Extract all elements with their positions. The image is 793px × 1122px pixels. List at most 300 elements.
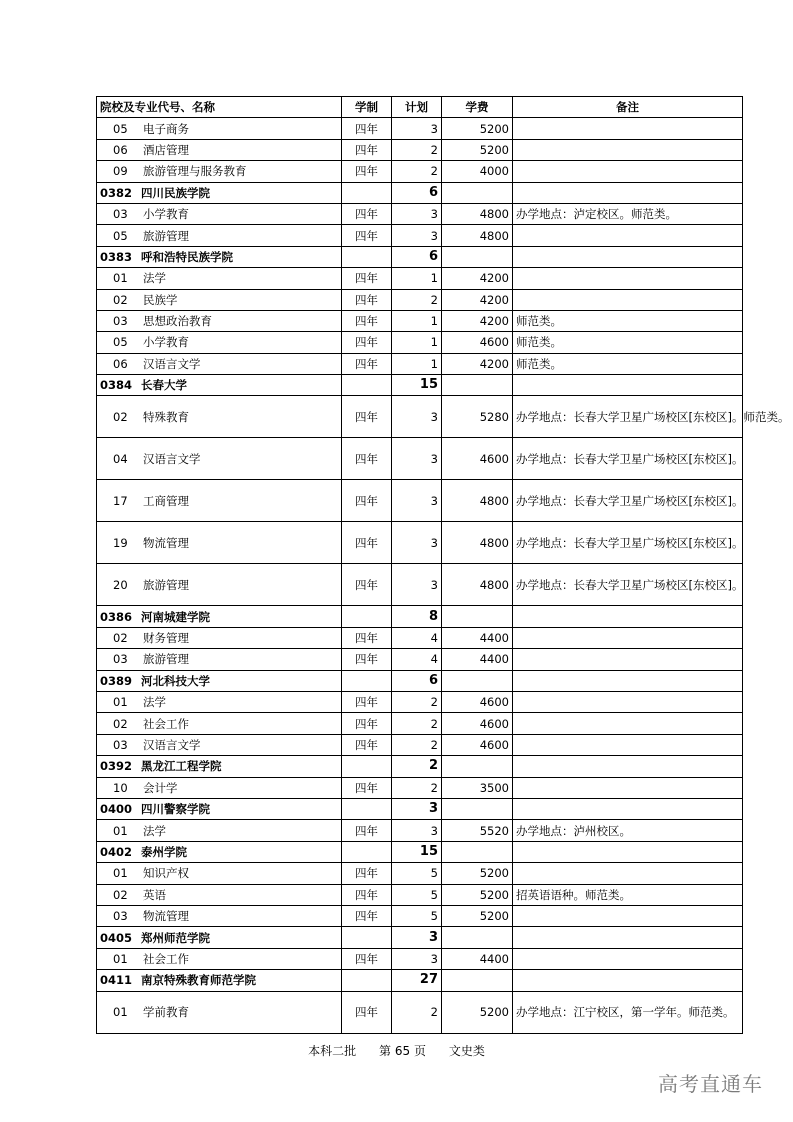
major-note: 办学地点：长春大学卫星广场校区[东校区]。师范类。: [513, 396, 743, 438]
school-code: 0392: [100, 759, 133, 774]
major-plan: 3: [392, 948, 442, 969]
empty-cell: [342, 182, 392, 203]
major-row: [97, 310, 743, 331]
major-cell: [97, 310, 342, 331]
major-duration: 四年: [342, 863, 392, 884]
major-note: 办学地点：泸州校区。: [513, 820, 743, 841]
major-cell: [97, 332, 342, 353]
major-note: [513, 713, 743, 734]
major-plan: 3: [392, 118, 442, 139]
major-fee: 4800: [442, 225, 513, 246]
empty-cell: [513, 927, 743, 948]
empty-cell: [442, 182, 513, 203]
major-row: [97, 203, 743, 224]
major-code: 03: [113, 652, 128, 667]
header-name: 院校及专业代号、名称: [97, 97, 342, 118]
major-cell: [97, 289, 342, 310]
school-row: [97, 798, 743, 819]
empty-cell: [513, 756, 743, 777]
major-cell: [97, 948, 342, 969]
major-duration: 四年: [342, 713, 392, 734]
page-footer: [0, 1042, 793, 1059]
major-cell: [97, 522, 342, 564]
major-duration: 四年: [342, 480, 392, 522]
major-fee: 4600: [442, 332, 513, 353]
school-cell: [97, 606, 342, 627]
major-note: 办学地点：泸定校区。师范类。: [513, 203, 743, 224]
school-plan: 6: [392, 670, 442, 691]
major-row: [97, 905, 743, 926]
major-duration: 四年: [342, 118, 392, 139]
school-row: [97, 670, 743, 691]
major-code: 02: [113, 409, 128, 424]
major-row: [97, 438, 743, 480]
empty-cell: [513, 375, 743, 396]
table-header-row: [97, 97, 743, 118]
major-note: [513, 139, 743, 160]
major-fee: 4600: [442, 734, 513, 755]
major-row: [97, 777, 743, 798]
header-fee: 学费: [442, 97, 513, 118]
major-code: 05: [113, 121, 128, 136]
major-plan: 2: [392, 713, 442, 734]
major-code: 04: [113, 451, 128, 466]
empty-cell: [442, 246, 513, 267]
school-plan: 6: [392, 246, 442, 267]
major-fee: 5200: [442, 139, 513, 160]
empty-cell: [513, 182, 743, 203]
school-code: 0400: [100, 802, 133, 817]
major-cell: [97, 884, 342, 905]
major-note: 办学地点：长春大学卫星广场校区[东校区]。: [513, 480, 743, 522]
major-code: 01: [113, 695, 128, 710]
major-row: [97, 884, 743, 905]
major-name: 会计学: [143, 780, 178, 795]
major-plan: 1: [392, 310, 442, 331]
major-code: 20: [113, 577, 128, 592]
major-fee: 4800: [442, 480, 513, 522]
major-code: 05: [113, 335, 128, 350]
school-plan: 8: [392, 606, 442, 627]
major-code: 01: [113, 271, 128, 286]
empty-cell: [513, 246, 743, 267]
empty-cell: [342, 756, 392, 777]
major-row: [97, 353, 743, 374]
major-cell: [97, 991, 342, 1033]
major-name: 法学: [143, 695, 166, 710]
major-row: [97, 289, 743, 310]
school-name: 黑龙江工程学院: [141, 759, 222, 774]
major-cell: [97, 777, 342, 798]
major-code: 06: [113, 142, 128, 157]
major-name: 知识产权: [143, 866, 189, 881]
watermark-brand: 高考直通车: [658, 1072, 763, 1096]
major-plan: 1: [392, 332, 442, 353]
empty-cell: [342, 927, 392, 948]
major-cell: [97, 268, 342, 289]
major-plan: 4: [392, 649, 442, 670]
empty-cell: [442, 841, 513, 862]
major-fee: 5200: [442, 991, 513, 1033]
major-cell: [97, 905, 342, 926]
major-name: 学前教育: [143, 1005, 189, 1019]
major-name: 物流管理: [143, 909, 189, 924]
empty-cell: [342, 246, 392, 267]
major-plan: 2: [392, 161, 442, 182]
major-code: 03: [113, 314, 128, 329]
major-duration: 四年: [342, 777, 392, 798]
major-row: [97, 225, 743, 246]
major-note: 办学地点：长春大学卫星广场校区[东校区]。: [513, 522, 743, 564]
school-plan: 15: [392, 375, 442, 396]
major-name: 法学: [143, 271, 166, 286]
major-fee: 4200: [442, 289, 513, 310]
major-note: 办学地点：长春大学卫星广场校区[东校区]。: [513, 438, 743, 480]
school-code: 0389: [100, 673, 133, 688]
major-row: [97, 118, 743, 139]
school-row: [97, 841, 743, 862]
major-note: [513, 627, 743, 648]
major-name: 电子商务: [143, 121, 189, 136]
major-row: [97, 332, 743, 353]
major-fee: 4200: [442, 353, 513, 374]
admission-plan-table: [96, 96, 790, 1034]
school-cell: [97, 670, 342, 691]
major-cell: [97, 627, 342, 648]
major-note: [513, 649, 743, 670]
major-duration: 四年: [342, 948, 392, 969]
school-plan: 3: [392, 798, 442, 819]
school-code: 0382: [100, 185, 133, 200]
major-fee: 5520: [442, 820, 513, 841]
empty-cell: [442, 756, 513, 777]
major-fee: 4000: [442, 161, 513, 182]
major-duration: 四年: [342, 692, 392, 713]
major-note: 招英语语种。师范类。: [513, 884, 743, 905]
school-code: 0384: [100, 378, 133, 393]
school-row: [97, 246, 743, 267]
major-cell: [97, 139, 342, 160]
major-code: 02: [113, 716, 128, 731]
major-duration: 四年: [342, 268, 392, 289]
major-note: [513, 905, 743, 926]
major-duration: 四年: [342, 225, 392, 246]
major-name: 汉语言文学: [143, 356, 201, 371]
major-code: 02: [113, 887, 128, 902]
school-row: [97, 927, 743, 948]
major-code: 03: [113, 909, 128, 924]
empty-cell: [513, 670, 743, 691]
major-fee: 4600: [442, 713, 513, 734]
major-name: 旅游管理: [143, 577, 189, 592]
major-name: 酒店管理: [143, 142, 189, 157]
school-name: 呼和浩特民族学院: [141, 249, 233, 264]
major-plan: 3: [392, 396, 442, 438]
major-code: 02: [113, 631, 128, 646]
empty-cell: [442, 970, 513, 991]
major-name: 思想政治教育: [143, 314, 212, 329]
major-fee: 4800: [442, 522, 513, 564]
major-plan: 5: [392, 884, 442, 905]
school-cell: [97, 841, 342, 862]
major-code: 03: [113, 207, 128, 222]
major-plan: 1: [392, 268, 442, 289]
major-plan: 2: [392, 777, 442, 798]
school-name: 南京特殊教育师范学院: [141, 973, 256, 988]
major-fee: 5200: [442, 905, 513, 926]
major-row: [97, 692, 743, 713]
major-duration: 四年: [342, 884, 392, 905]
major-name: 工商管理: [143, 493, 189, 508]
empty-cell: [442, 606, 513, 627]
school-cell: [97, 927, 342, 948]
major-row: [97, 948, 743, 969]
major-duration: 四年: [342, 203, 392, 224]
school-row: [97, 182, 743, 203]
major-cell: [97, 734, 342, 755]
major-code: 01: [113, 866, 128, 881]
major-duration: 四年: [342, 161, 392, 182]
empty-cell: [513, 970, 743, 991]
major-name: 小学教育: [143, 207, 189, 222]
major-duration: 四年: [342, 734, 392, 755]
major-code: 01: [113, 1005, 128, 1019]
school-row: [97, 375, 743, 396]
school-cell: [97, 756, 342, 777]
school-name: 四川警察学院: [141, 802, 210, 817]
empty-cell: [442, 927, 513, 948]
major-fee: 4600: [442, 692, 513, 713]
major-plan: 2: [392, 991, 442, 1033]
school-cell: [97, 798, 342, 819]
major-note: [513, 777, 743, 798]
school-plan: 6: [392, 182, 442, 203]
major-code: 19: [113, 535, 128, 550]
major-note: 师范类。: [513, 353, 743, 374]
major-duration: 四年: [342, 332, 392, 353]
school-name: 泰州学院: [141, 844, 187, 859]
major-plan: 3: [392, 225, 442, 246]
major-row: [97, 863, 743, 884]
major-note: [513, 692, 743, 713]
school-name: 河南城建学院: [141, 609, 210, 624]
major-name: 英语: [143, 887, 166, 902]
school-plan: 27: [392, 970, 442, 991]
school-plan: 15: [392, 841, 442, 862]
major-fee: 5200: [442, 884, 513, 905]
footer-page: 第 65 页: [379, 1044, 426, 1058]
school-name: 河北科技大学: [141, 673, 210, 688]
major-fee: 4400: [442, 948, 513, 969]
major-cell: [97, 203, 342, 224]
major-row: [97, 991, 743, 1033]
major-note: [513, 863, 743, 884]
major-note: [513, 225, 743, 246]
school-row: [97, 606, 743, 627]
major-fee: 4400: [442, 649, 513, 670]
major-name: 小学教育: [143, 335, 189, 350]
footer-batch: 本科二批: [308, 1044, 357, 1058]
major-fee: 4200: [442, 268, 513, 289]
major-plan: 3: [392, 522, 442, 564]
major-fee: 4600: [442, 438, 513, 480]
major-fee: 3500: [442, 777, 513, 798]
major-duration: 四年: [342, 991, 392, 1033]
school-name: 四川民族学院: [141, 185, 210, 200]
major-plan: 3: [392, 480, 442, 522]
major-note: [513, 289, 743, 310]
empty-cell: [442, 375, 513, 396]
empty-cell: [342, 970, 392, 991]
major-cell: [97, 161, 342, 182]
school-cell: [97, 375, 342, 396]
school-code: 0383: [100, 249, 133, 264]
major-plan: 3: [392, 438, 442, 480]
major-code: 17: [113, 493, 128, 508]
major-fee: 5280: [442, 396, 513, 438]
major-note: [513, 118, 743, 139]
major-cell: [97, 713, 342, 734]
major-cell: [97, 863, 342, 884]
major-cell: [97, 396, 342, 438]
header-duration: 学制: [342, 97, 392, 118]
major-duration: 四年: [342, 649, 392, 670]
major-cell: [97, 649, 342, 670]
header-plan: 计划: [392, 97, 442, 118]
header-note: 备注: [513, 97, 743, 118]
major-code: 01: [113, 823, 128, 838]
major-plan: 1: [392, 353, 442, 374]
major-row: [97, 268, 743, 289]
major-name: 民族学: [143, 292, 178, 307]
school-cell: [97, 246, 342, 267]
major-name: 法学: [143, 823, 166, 838]
major-duration: 四年: [342, 353, 392, 374]
school-code: 0405: [100, 930, 133, 945]
major-plan: 3: [392, 820, 442, 841]
major-code: 02: [113, 292, 128, 307]
empty-cell: [342, 375, 392, 396]
major-fee: 5200: [442, 863, 513, 884]
empty-cell: [442, 798, 513, 819]
major-row: [97, 734, 743, 755]
major-fee: 5200: [442, 118, 513, 139]
major-note: [513, 948, 743, 969]
major-note: 办学地点：江宁校区，第一学年。师范类。: [513, 991, 743, 1033]
major-row: [97, 522, 743, 564]
major-row: [97, 649, 743, 670]
school-code: 0411: [100, 973, 133, 988]
major-duration: 四年: [342, 289, 392, 310]
major-row: [97, 627, 743, 648]
major-plan: 2: [392, 692, 442, 713]
major-name: 汉语言文学: [143, 451, 201, 466]
school-cell: [97, 182, 342, 203]
major-duration: 四年: [342, 905, 392, 926]
major-name: 社会工作: [143, 951, 189, 966]
empty-cell: [442, 670, 513, 691]
major-note: [513, 268, 743, 289]
school-code: 0386: [100, 609, 133, 624]
major-row: [97, 820, 743, 841]
major-duration: 四年: [342, 396, 392, 438]
major-cell: [97, 118, 342, 139]
major-note: 师范类。: [513, 310, 743, 331]
major-cell: [97, 692, 342, 713]
major-code: 09: [113, 164, 128, 179]
major-duration: 四年: [342, 627, 392, 648]
major-fee: 4200: [442, 310, 513, 331]
major-duration: 四年: [342, 139, 392, 160]
school-row: [97, 970, 743, 991]
major-code: 03: [113, 738, 128, 752]
major-fee: 4400: [442, 627, 513, 648]
major-code: 05: [113, 228, 128, 243]
major-plan: 2: [392, 289, 442, 310]
major-row: [97, 564, 743, 606]
empty-cell: [513, 606, 743, 627]
major-cell: [97, 225, 342, 246]
major-duration: 四年: [342, 438, 392, 480]
major-name: 旅游管理: [143, 652, 189, 667]
major-cell: [97, 353, 342, 374]
empty-cell: [342, 606, 392, 627]
major-plan: 4: [392, 627, 442, 648]
major-name: 汉语言文学: [143, 738, 201, 752]
empty-cell: [513, 841, 743, 862]
major-name: 物流管理: [143, 535, 189, 550]
empty-cell: [342, 841, 392, 862]
major-fee: 4800: [442, 203, 513, 224]
major-row: [97, 396, 743, 438]
empty-cell: [513, 798, 743, 819]
footer-category: 文史类: [448, 1044, 485, 1058]
school-plan: 2: [392, 756, 442, 777]
major-row: [97, 480, 743, 522]
school-row: [97, 756, 743, 777]
major-plan: 5: [392, 905, 442, 926]
empty-cell: [342, 798, 392, 819]
school-name: 长春大学: [141, 378, 187, 393]
major-name: 特殊教育: [143, 409, 189, 424]
major-plan: 3: [392, 564, 442, 606]
major-plan: 2: [392, 734, 442, 755]
major-name: 旅游管理与服务教育: [143, 164, 247, 179]
major-fee: 4800: [442, 564, 513, 606]
major-note: [513, 734, 743, 755]
empty-cell: [342, 670, 392, 691]
major-note: 师范类。: [513, 332, 743, 353]
school-code: 0402: [100, 844, 133, 859]
major-code: 01: [113, 951, 128, 966]
major-cell: [97, 480, 342, 522]
major-duration: 四年: [342, 820, 392, 841]
major-name: 旅游管理: [143, 228, 189, 243]
major-name: 社会工作: [143, 716, 189, 731]
school-plan: 3: [392, 927, 442, 948]
major-code: 06: [113, 356, 128, 371]
major-cell: [97, 438, 342, 480]
major-plan: 3: [392, 203, 442, 224]
major-duration: 四年: [342, 310, 392, 331]
major-code: 10: [113, 780, 128, 795]
major-cell: [97, 820, 342, 841]
major-row: [97, 713, 743, 734]
major-note: [513, 161, 743, 182]
school-cell: [97, 970, 342, 991]
major-note: 办学地点：长春大学卫星广场校区[东校区]。: [513, 564, 743, 606]
major-cell: [97, 564, 342, 606]
